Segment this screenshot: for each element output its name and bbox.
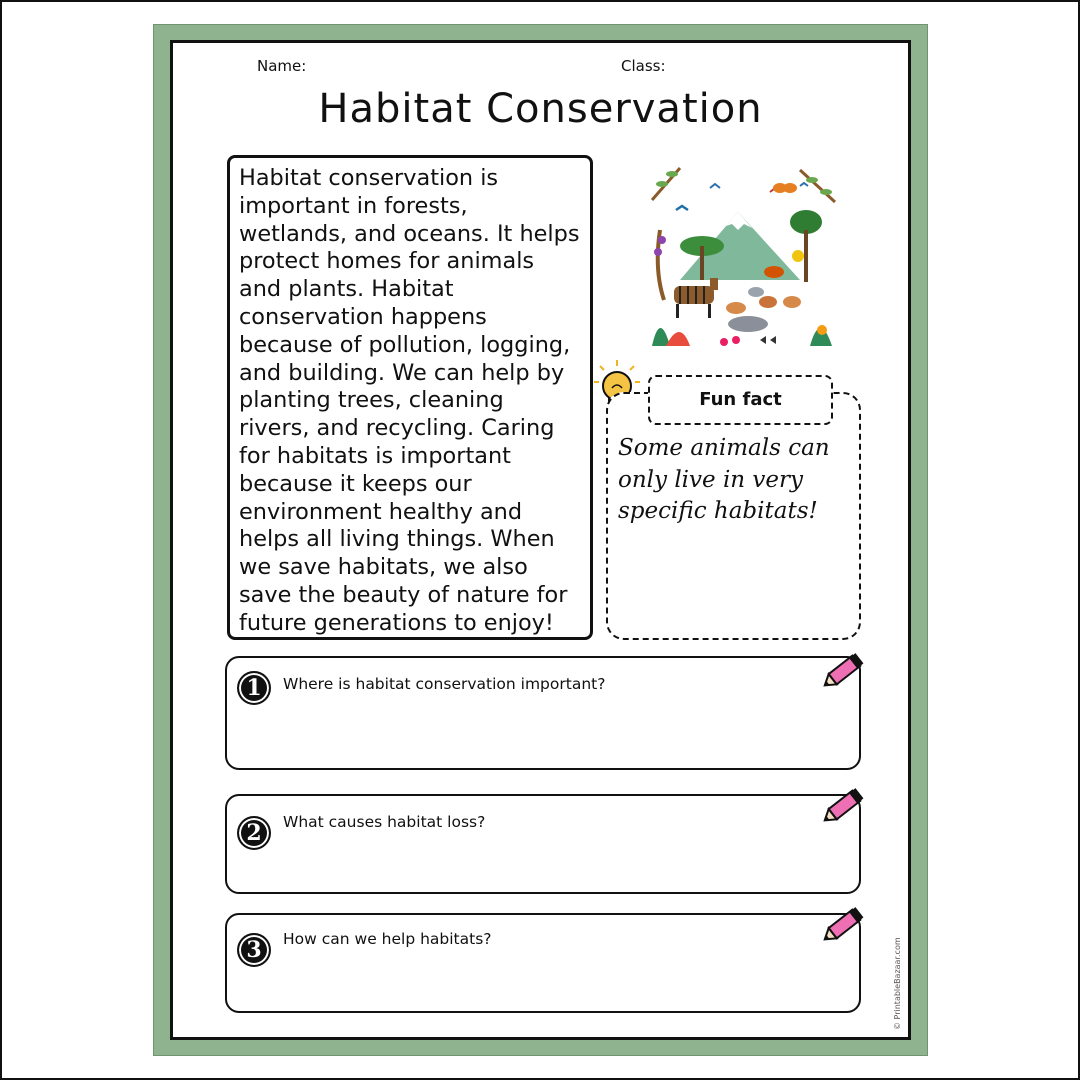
question-text-2: What causes habitat loss? bbox=[283, 813, 486, 831]
answer-box-1[interactable] bbox=[225, 656, 861, 770]
answer-box-3[interactable] bbox=[225, 913, 861, 1013]
nature-habitat-illustration bbox=[640, 160, 840, 356]
watermark: © PrintableBazaar.com bbox=[893, 937, 902, 1030]
pencil-icon bbox=[818, 648, 870, 694]
name-label: Name: bbox=[257, 57, 307, 75]
question-text-3: How can we help habitats? bbox=[283, 930, 492, 948]
answer-box-2[interactable] bbox=[225, 794, 861, 894]
fun-fact-text: Some animals can only live in very specific habitats! bbox=[618, 435, 830, 524]
fun-fact-label: Fun fact bbox=[648, 375, 833, 425]
pencil-icon bbox=[818, 783, 870, 829]
class-label: Class: bbox=[621, 57, 666, 75]
question-text-1: Where is habitat conservation important? bbox=[283, 675, 606, 693]
question-number-3: 3 bbox=[237, 933, 271, 967]
pencil-icon bbox=[818, 902, 870, 948]
question-number-1: 1 bbox=[237, 671, 271, 705]
question-number-2: 2 bbox=[237, 816, 271, 850]
reading-passage: Habitat conservation is important in forests, wetlands, and oceans. It helps protect homes for animals and plants. Habitat conservation happens because of pollution, logging, and building. We can help by planting trees, cleaning rivers, and recycling. Caring for habitats is important because it keeps our environment healthy and helps all living things. When we save habitats, we also save the beauty of nature for future generations to enjoy! bbox=[227, 155, 593, 640]
page-title: Habitat Conservation bbox=[318, 86, 763, 132]
